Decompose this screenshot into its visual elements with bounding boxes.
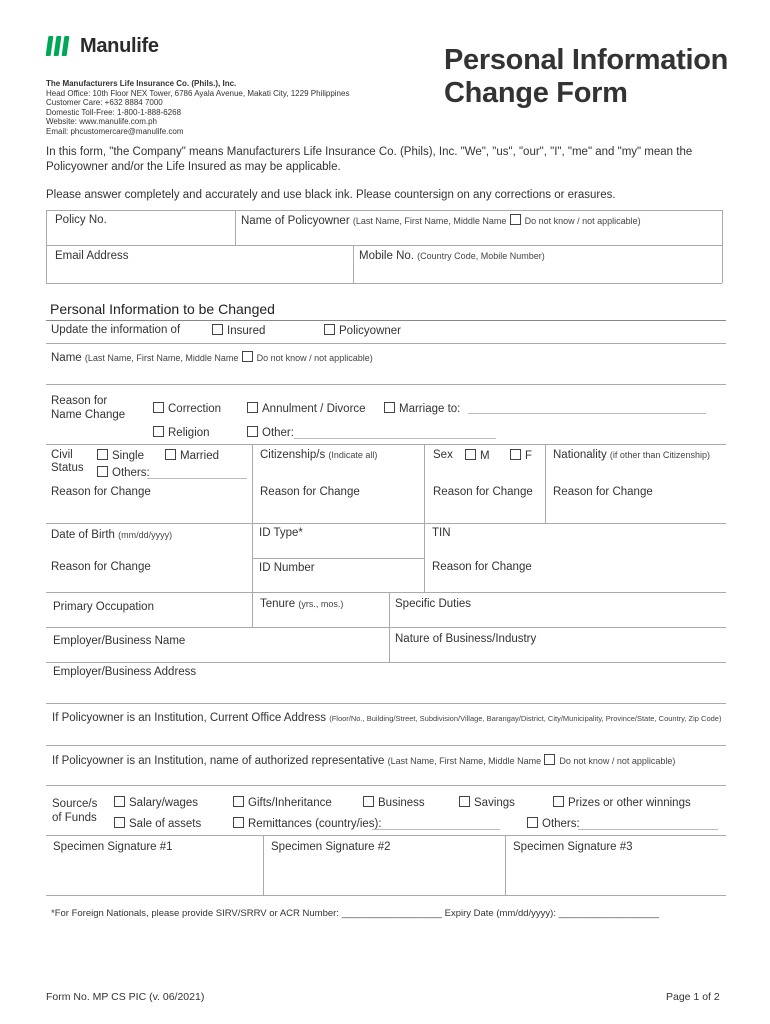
tin-field[interactable]: TIN [432,527,451,539]
civil-others-input[interactable] [147,478,247,479]
id-number-field[interactable]: ID Number [259,562,315,574]
name-field[interactable]: Name (Last Name, First Name, Middle Name Do not know / not applicable) [51,352,373,364]
employer-address-field[interactable]: Employer/Business Address [53,666,197,678]
occupation-field[interactable]: Primary Occupation [53,601,154,613]
company-info [46,79,349,136]
institution-rep-field[interactable]: If Policyowner is an Institution, name of authorized representative (Last Name, First Name, Middle Name Do not know / not applicable) [52,755,676,767]
institution-address-field[interactable]: If Policyowner is an Institution, Current Office Address (Floor/No., Building/Street, Subdivision/Village, Barangay/District, City/Municipality, Province/State, Country, Zip Code) [52,712,722,724]
name-na-checkbox[interactable] [242,351,253,362]
insured-checkbox[interactable]: Insured [212,324,265,337]
duties-field[interactable]: Specific Duties [395,598,472,610]
civil-reason-field[interactable]: Reason for Change [51,486,151,498]
single-checkbox[interactable]: Single [97,449,144,462]
brand-name: Manulife [80,35,159,57]
sex-label: Sex [433,449,453,461]
salary-checkbox[interactable]: Salary/wages [114,796,198,809]
company-name: The Manufacturers Life Insurance Co. (Phils.), Inc. [46,79,237,88]
signature-1-box[interactable]: Specimen Signature #1 [53,841,173,853]
married-checkbox[interactable]: Married [165,449,219,462]
rep-na-checkbox[interactable] [544,754,555,765]
sources-funds-label: Source/s of Funds [52,798,98,824]
head-office: Head Office: 10th Floor NEX Tower, 6786 Ayala Avenue, Makati City, 1229 Philippines [46,88,350,98]
signature-2-box[interactable]: Specimen Signature #2 [271,841,391,853]
form-number: Form No. MP CS PIC (v. 06/2021) [46,991,205,1003]
funds-others-checkbox[interactable]: Others: [527,817,580,830]
marriage-to-input[interactable] [468,413,706,414]
nationality-field[interactable]: Nationality (if other than Citizenship) [553,449,710,461]
signature-3-box[interactable]: Specimen Signature #3 [513,841,633,853]
dob-field[interactable]: Date of Birth (mm/dd/yyyy) [51,529,173,541]
intro-definition: In this form, "the Company" means Manufacturers Life Insurance Co. (Phils), Inc. "We", "us", "our", "I", "me" and "my" mean the Policyowner and/or the Life Insured as may be applicable. [46,146,693,173]
savings-checkbox[interactable]: Savings [459,796,515,809]
mobile-field[interactable]: Mobile No. (Country Code, Mobile Number) [359,250,545,262]
religion-checkbox[interactable]: Religion [153,426,210,439]
sex-reason-field[interactable]: Reason for Change [433,486,533,498]
other-reason-checkbox[interactable]: Other: [247,426,294,439]
policy-no-field[interactable]: Policy No. [55,214,107,226]
citizenship-reason-field[interactable]: Reason for Change [260,486,360,498]
section-title: Personal Information to be Changed [50,301,275,317]
marriage-checkbox[interactable]: Marriage to: [384,402,460,415]
page-number: Page 1 of 2 [666,991,720,1003]
nature-business-field[interactable]: Nature of Business/Industry [395,633,537,645]
manulife-logo-icon [46,36,68,56]
company-email: Email: phcustomercare@manulife.com [46,126,184,136]
instructions: Please answer completely and accurately and use black ink. Please countersign on any corrections or erasures. [46,189,616,201]
citizenship-field[interactable]: Citizenship/s (Indicate all) [260,449,378,461]
reason-name-change-label: Reason for Name Change [51,395,126,421]
remittances-input[interactable] [372,829,500,830]
sex-f-checkbox[interactable]: F [510,449,532,462]
id-type-field[interactable]: ID Type* [259,527,303,539]
foreign-national-note: *For Foreign Nationals, please provide SIRV/SRRV or ACR Number: ___________________ Expiry Date (mm/dd/yyyy): ___________________ [51,908,660,919]
sex-m-checkbox[interactable]: M [465,449,490,462]
business-checkbox[interactable]: Business [363,796,425,809]
prizes-checkbox[interactable]: Prizes or other winnings [553,796,691,809]
tenure-field[interactable]: Tenure (yrs., mos.) [260,598,344,610]
sale-assets-checkbox[interactable]: Sale of assets [114,817,201,830]
funds-others-input[interactable] [578,829,718,830]
policyowner-na-checkbox[interactable] [510,214,521,225]
annulment-checkbox[interactable]: Annulment / Divorce [247,402,366,415]
civil-others-checkbox[interactable]: Others: [97,466,150,479]
customer-care: Customer Care: +632 8884 7000 [46,98,163,107]
gifts-checkbox[interactable]: Gifts/Inheritance [233,796,332,809]
page-title: Personal Information Change Form [444,44,729,109]
policyowner-checkbox[interactable]: Policyowner [324,324,401,337]
employer-field[interactable]: Employer/Business Name [53,635,186,647]
email-field[interactable]: Email Address [55,250,129,262]
update-label: Update the information of [51,324,181,336]
other-reason-input[interactable] [294,438,496,439]
website: Website: www.manulife.com.ph [46,117,158,126]
remittances-checkbox[interactable]: Remittances (country/ies): [233,817,382,830]
civil-status-label: Civil Status [51,449,84,474]
tin-reason-field[interactable]: Reason for Change [432,561,532,573]
nationality-reason-field[interactable]: Reason for Change [553,486,653,498]
correction-checkbox[interactable]: Correction [153,402,221,415]
policyowner-name-field[interactable]: Name of Policyowner (Last Name, First Name, Middle Name Do not know / not applicable) [241,215,641,227]
toll-free: Domestic Toll-Free: 1-800-1-888-6268 [46,107,182,117]
dob-reason-field[interactable]: Reason for Change [51,561,151,573]
